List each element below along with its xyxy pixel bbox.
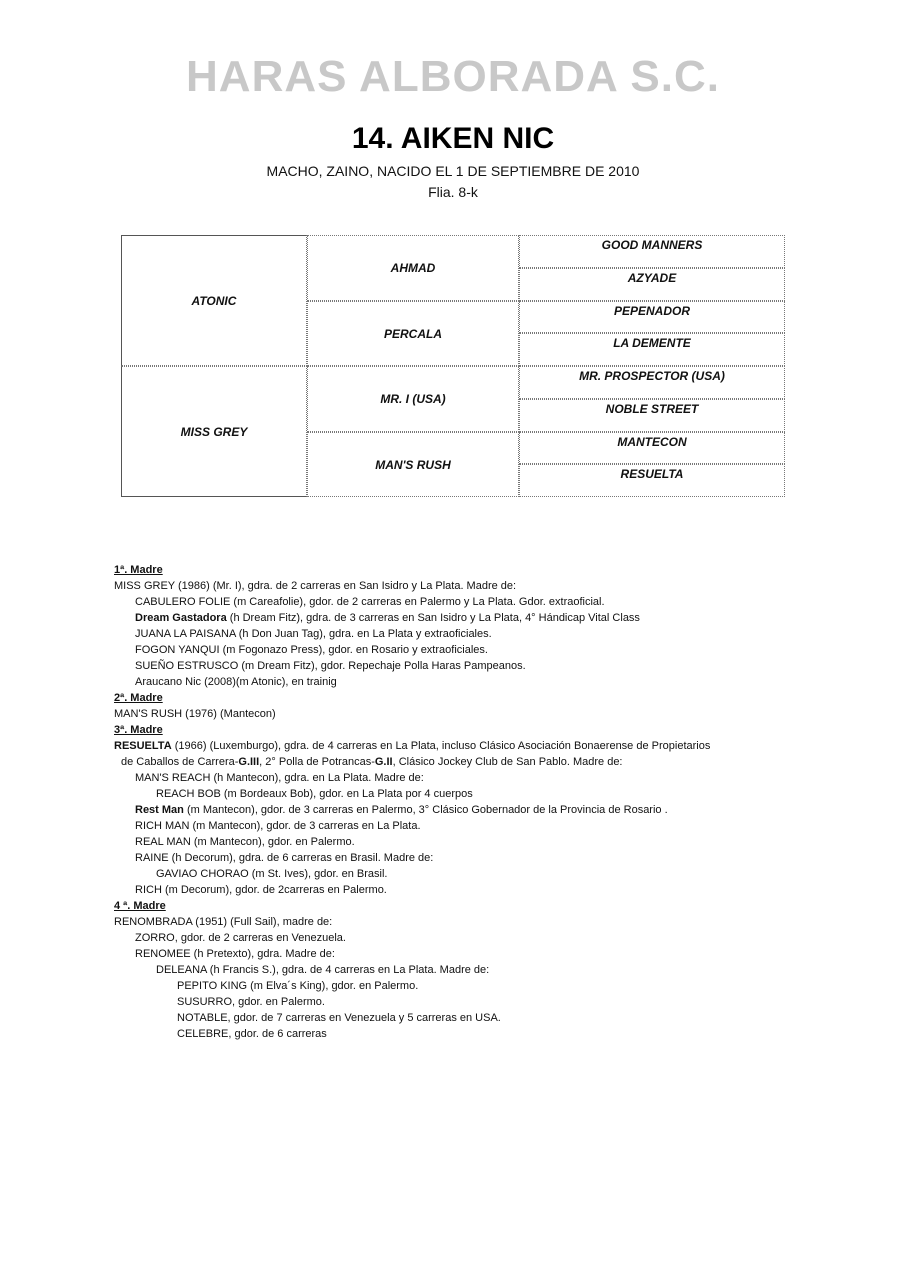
grade-label: G.III: [238, 756, 260, 768]
pedigree-sire: ATONIC: [121, 235, 307, 366]
pedigree-gg-5: MR. PROSPECTOR (USA): [519, 366, 785, 399]
madre3-intro: [114, 738, 794, 754]
list-item: Araucano Nic (2008)(m Atonic), en trainig: [135, 676, 337, 688]
pedigree-table: [121, 235, 785, 497]
list-item: SUSURRO, gdor. en Palermo.: [177, 996, 325, 1008]
list-item: SUEÑO ESTRUSCO (m Dream Fitz), gdor. Repechaje Polla Haras Pampeanos.: [135, 660, 526, 672]
list-item: FOGON YANQUI (m Fogonazo Press), gdor. en Rosario y extraoficiales.: [135, 644, 488, 656]
list-item: JUANA LA PAISANA (h Don Juan Tag), gdra. en La Plata y extraoficiales.: [135, 628, 492, 640]
section-heading-madre2: 2ª. Madre: [114, 692, 163, 704]
brand-header: HARAS ALBORADA S.C.: [186, 52, 720, 101]
pedigree-gg-3: PEPENADOR: [519, 301, 785, 333]
text-part: , Clásico Jockey Club de San Pablo. Madre de:: [392, 756, 623, 768]
list-item: RAINE (h Decorum), gdra. de 6 carreras en Brasil. Madre de:: [135, 852, 434, 864]
list-item: GAVIAO CHORAO (m St. Ives), gdor. en Brasil.: [156, 868, 388, 880]
horse-title: 14. AIKEN NIC: [351, 122, 555, 155]
pedigree-gg-8: RESUELTA: [519, 464, 785, 497]
pedigree-dam: MISS GREY: [121, 366, 307, 497]
list-item: REAL MAN (m Mantecon), gdor. en Palermo.: [135, 836, 355, 848]
list-item: [114, 802, 794, 818]
family-notes: [114, 562, 794, 1042]
madre3-intro-cont: [114, 754, 794, 770]
list-item: CELEBRE, gdor. de 6 carreras: [177, 1028, 327, 1040]
offspring-detail: (h Dream Fitz), gdra. de 3 carreras en San Isidro y La Plata, 4° Hándicap Vital Class: [226, 612, 640, 624]
section-heading-madre1: 1ª. Madre: [114, 564, 163, 576]
list-item: PEPITO KING (m Elva´s King), gdor. en Palermo.: [177, 980, 419, 992]
section-heading-madre4: 4 ª. Madre: [114, 900, 166, 912]
list-item: RENOMEE (h Pretexto), gdra. Madre de:: [135, 948, 335, 960]
pedigree-sire-sire: AHMAD: [307, 235, 519, 301]
list-item: MAN'S REACH (h Mantecon), gdra. en La Plata. Madre de:: [135, 772, 424, 784]
offspring-detail: (m Mantecon), gdor. de 3 carreras en Palermo, 3° Clásico Gobernador de la Provincia de Rosario .: [183, 804, 668, 816]
text-part: , 2° Polla de Potrancas-: [259, 756, 375, 768]
list-item: RICH (m Decorum), gdor. de 2carreras en Palermo.: [135, 884, 387, 896]
list-item: DELEANA (h Francis S.), gdra. de 4 carreras en La Plata. Madre de:: [156, 964, 490, 976]
list-item: NOTABLE, gdor. de 7 carreras en Venezuela y 5 carreras en USA.: [177, 1012, 501, 1024]
list-item: CABULERO FOLIE (m Careafolie), gdor. de 2 carreras en Palermo y La Plata. Gdor. extraoficial.: [135, 596, 605, 608]
offspring-name: Rest Man: [135, 804, 184, 816]
grade-label: G.II: [374, 756, 393, 768]
pedigree-gg-7: MANTECON: [519, 432, 785, 464]
dam-detail: (1966) (Luxemburgo), gdra. de 4 carreras en La Plata, incluso Clásico Asociación Bonaerense de Propietarios: [171, 740, 711, 752]
text-part: de Caballos de Carrera-: [121, 756, 239, 768]
family-line: Flia. 8-k: [428, 184, 478, 200]
pedigree-dam-dam: MAN'S RUSH: [307, 432, 519, 497]
list-item: REACH BOB (m Bordeaux Bob), gdor. en La Plata por 4 cuerpos: [156, 788, 473, 800]
list-item: ZORRO, gdor. de 2 carreras en Venezuela.: [135, 932, 346, 944]
pedigree-dam-sire: MR. I (USA): [307, 366, 519, 432]
section-heading-madre3: 3ª. Madre: [114, 724, 163, 736]
offspring-name: Dream Gastadora: [135, 612, 227, 624]
madre1-intro: MISS GREY (1986) (Mr. I), gdra. de 2 carreras en San Isidro y La Plata. Madre de:: [114, 580, 517, 592]
pedigree-gg-6: NOBLE STREET: [519, 399, 785, 432]
pedigree-gg-2: AZYADE: [519, 268, 785, 301]
list-item: RICH MAN (m Mantecon), gdor. de 3 carreras en La Plata.: [135, 820, 421, 832]
pedigree-sire-dam: PERCALA: [307, 301, 519, 366]
pedigree-gg-4: LA DEMENTE: [519, 333, 785, 366]
pedigree-gg-1: GOOD MANNERS: [519, 235, 785, 268]
madre2-intro: MAN'S RUSH (1976) (Mantecon): [114, 708, 276, 720]
horse-description: MACHO, ZAINO, NACIDO EL 1 DE SEPTIEMBRE DE 2010: [266, 163, 640, 179]
madre4-intro: RENOMBRADA (1951) (Full Sail), madre de:: [114, 916, 333, 928]
list-item: [114, 610, 794, 626]
dam-name: RESUELTA: [114, 740, 172, 752]
